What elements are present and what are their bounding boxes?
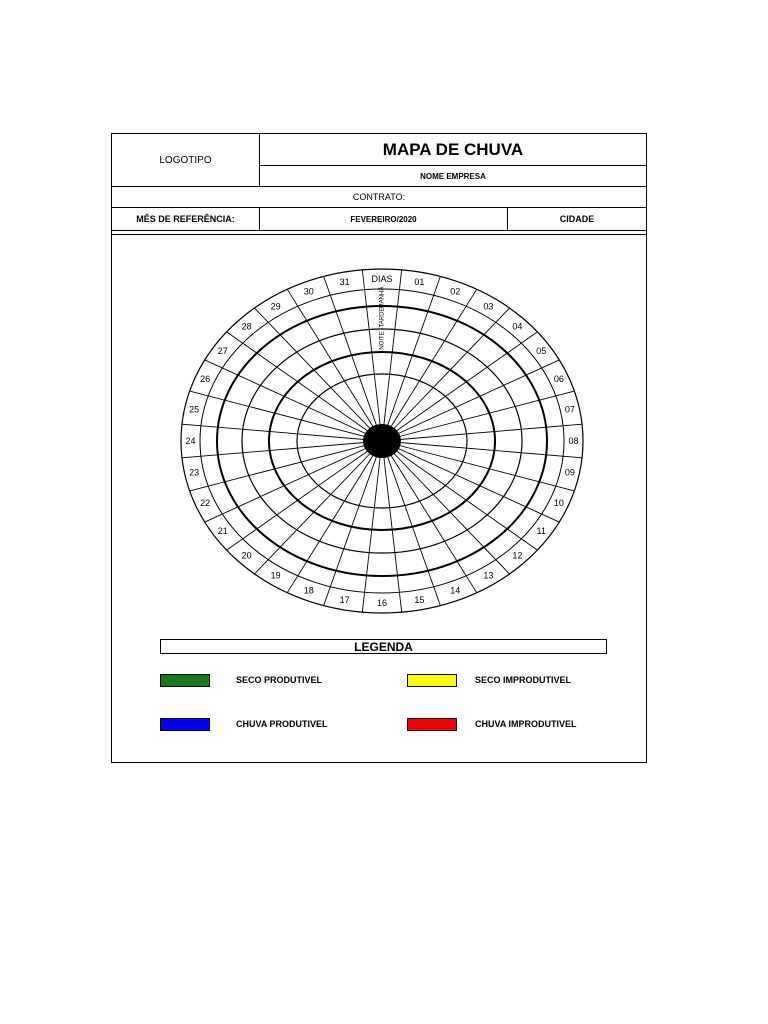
wheel-spoke [324, 441, 382, 606]
day-number-label: 12 [512, 550, 523, 561]
day-number-label: 28 [241, 321, 252, 332]
day-number-label: 31 [339, 277, 350, 288]
wheel-hub [363, 424, 401, 458]
day-number-label: 10 [553, 497, 564, 508]
day-number-label: 26 [200, 374, 211, 385]
legend-label-rain-productive: CHUVA PRODUTIVEL [236, 719, 328, 729]
wheel-spoke [182, 441, 382, 458]
legend-label-dry-unproductive: SECO IMPRODUTIVEL [475, 675, 572, 685]
day-number-label: 17 [339, 594, 350, 605]
wheel-spoke [382, 441, 402, 612]
day-number-label: 05 [536, 345, 547, 356]
wheel-spoke [382, 441, 582, 458]
page-title: MAPA DE CHUVA [260, 134, 646, 166]
day-number-label: 25 [189, 404, 200, 415]
legend-label-dry-productive: SECO PRODUTIVEL [236, 675, 323, 685]
day-number-label: 11 [536, 526, 546, 537]
day-number-label: 04 [512, 321, 523, 332]
day-number-label: 27 [217, 345, 228, 356]
company-name: NOME EMPRESA [260, 166, 646, 187]
morning-band-label: MANHÃ [379, 286, 386, 309]
day-number-label: 29 [270, 301, 281, 312]
reference-month-value: FEVEREIRO/2020 [260, 208, 508, 231]
wheel-spoke [382, 441, 440, 606]
night-band-label: NOITE [379, 331, 386, 350]
legend-swatch-rain-productive [160, 718, 210, 731]
day-number-label: 13 [483, 570, 494, 581]
legend-swatch-dry-productive [160, 674, 210, 687]
day-number-label: 01 [414, 277, 425, 288]
contract-field: CONTRATO: [112, 187, 646, 208]
day-number-label: 19 [270, 570, 281, 581]
wheel-spoke [382, 441, 574, 491]
wheel-spoke [205, 360, 382, 441]
day-number-label: 21 [217, 526, 228, 537]
wheel-spoke [182, 424, 382, 441]
legend-swatch-dry-unproductive [407, 674, 457, 687]
reference-month-label: MÊS DE REFERÊNCIA: [112, 208, 260, 231]
day-number-label: 30 [303, 286, 314, 297]
day-number-label: 16 [376, 598, 388, 608]
legend-title: LEGENDA [160, 639, 607, 654]
day-number-label: 08 [568, 436, 579, 446]
wheel-spoke [190, 391, 382, 441]
wheel-spoke [382, 360, 559, 441]
wheel-spoke [382, 441, 510, 574]
day-number-label: 06 [553, 374, 564, 385]
logo-placeholder: LOGOTIPO [112, 134, 260, 187]
day-number-label: 09 [564, 467, 575, 478]
day-number-label: 24 [185, 436, 196, 446]
wheel-spoke [190, 441, 382, 491]
city-field: CIDADE [508, 208, 646, 231]
day-number-label: 20 [241, 550, 252, 561]
day-number-label: 22 [200, 497, 211, 508]
legend-label-rain-unproductive: CHUVA IMPRODUTIVEL [475, 719, 577, 729]
day-number-label: 07 [564, 404, 575, 415]
wheel-spoke [382, 441, 559, 522]
legend-swatch-rain-unproductive [407, 718, 457, 731]
day-number-label: 18 [303, 585, 314, 596]
day-number-label: 23 [189, 467, 200, 478]
wheel-spoke [205, 441, 382, 522]
day-number-label: 15 [414, 594, 425, 605]
wheel-spoke [382, 391, 574, 441]
wheel-spoke [324, 276, 382, 441]
wheel-spoke [254, 308, 382, 441]
day-number-label: 02 [450, 286, 461, 297]
afternoon-band-label: TARDE [379, 307, 386, 328]
day-number-label: 03 [483, 301, 494, 312]
wheel-spoke [382, 424, 582, 441]
wheel-spoke [379, 307, 510, 441]
day-number-label: 14 [450, 585, 461, 596]
days-header-label: DIAS [371, 274, 393, 284]
wheel-spoke [254, 441, 382, 574]
wheel-spoke [362, 441, 382, 612]
